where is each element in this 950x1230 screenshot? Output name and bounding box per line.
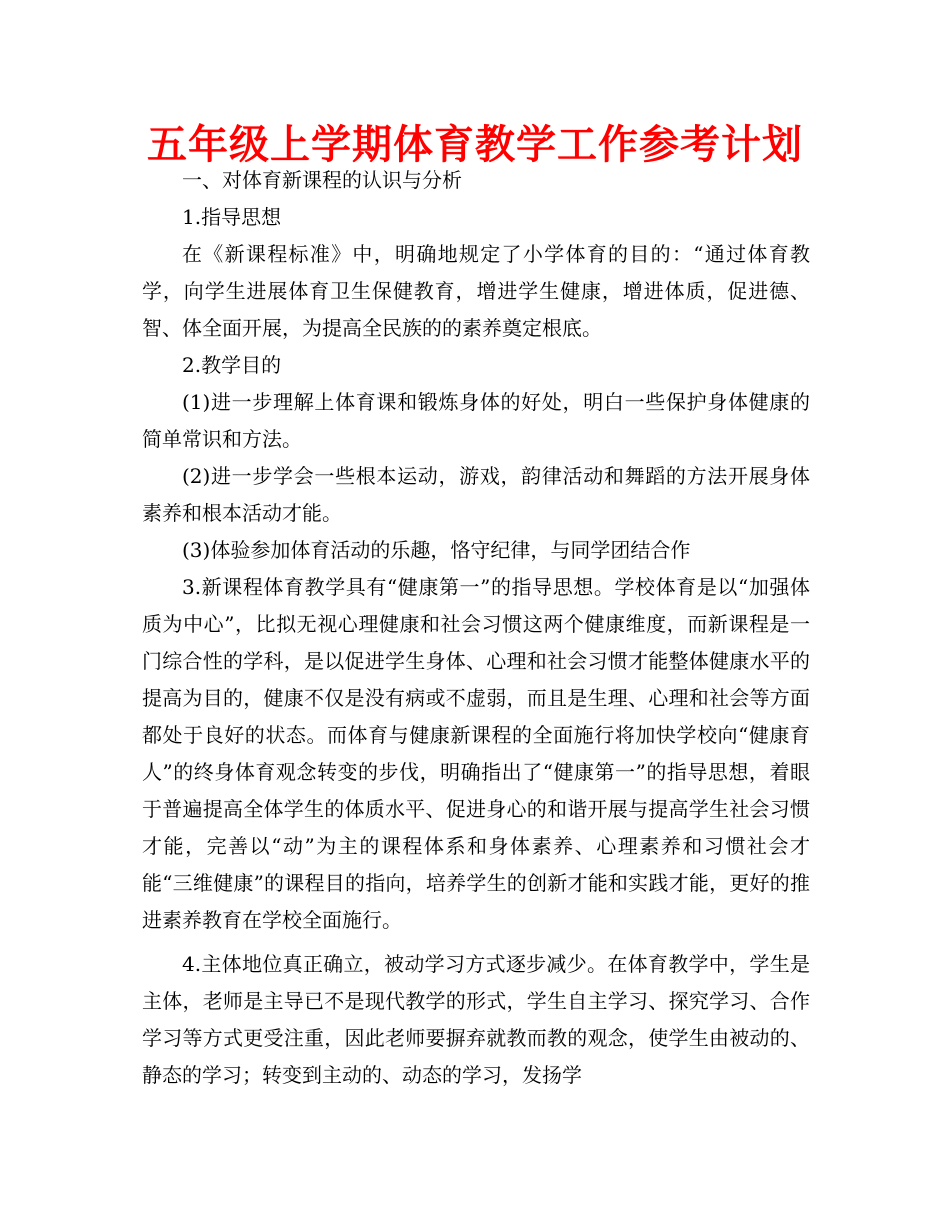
list-item: (2)进一步学会一些根本运动，游戏，韵律活动和舞蹈的方法开展身体素养和根本活动才能。: [142, 464, 810, 525]
document-body: [142, 162, 810, 1094]
paragraph: 在《新课程标准》中，明确地规定了小学体育的目的：“通过体育教学，向学生进展体育卫生保健教育，增进学生健康，增进体质，促进德、智、体全面开展，为提高全民族的的素养奠定根底。: [142, 242, 810, 340]
paragraph: 3.新课程体育教学具有“健康第一”的指导思想。学校体育是以“加强体质为中心”，比拟无视心理健康和社会习惯这两个健康维度，而新课程是一门综合性的学科，是以促进学生身体、心理和社会习惯才能整体健康水平的提高为目的，健康不仅是没有病或不虚弱，而且是生理、心理和社会等方面都处于良好的状态。而体育与健康新课程的全面施行将加快学校向“健康育人”的终身体育观念转变的步伐，明确指出了“健康第一”的指导思想，着眼于普遍提高全体学生的体质水平、促进身心的和谐开展与提高学生社会习惯才能，完善以“动”为主的课程体系和身体素养、心理素养和习惯社会才能“三维健康”的课程目的指向，培养学生的创新才能和实践才能，更好的推进素养教育在学校全面施行。: [142, 575, 810, 932]
subheading: 2.教学目的: [182, 353, 282, 377]
paragraph: 4.主体地位真正确立，被动学习方式逐步减少。在体育教学中，学生是主体，老师是主导已不是现代教学的形式，学生自主学习、探究学习、合作学习等方式更受注重，因此老师要摒弃就教而教的观念，使学生由被动的、静态的学习；转变到主动的、动态的学习，发扬学: [142, 952, 810, 1087]
list-item: (1)进一步理解上体育课和锻炼身体的好处，明白一些保护身体健康的简单常识和方法。: [142, 390, 810, 451]
paragraph-gap: [142, 939, 810, 946]
section-heading: 一、对体育新课程的认识与分析: [182, 168, 462, 192]
document-title: 五年级上学期体育教学工作参考计划: [147, 122, 803, 168]
subheading: 1.指导思想: [182, 205, 282, 229]
list-item: (3)体验参加体育活动的乐趣，恪守纪律，与同学团结合作: [182, 538, 691, 562]
